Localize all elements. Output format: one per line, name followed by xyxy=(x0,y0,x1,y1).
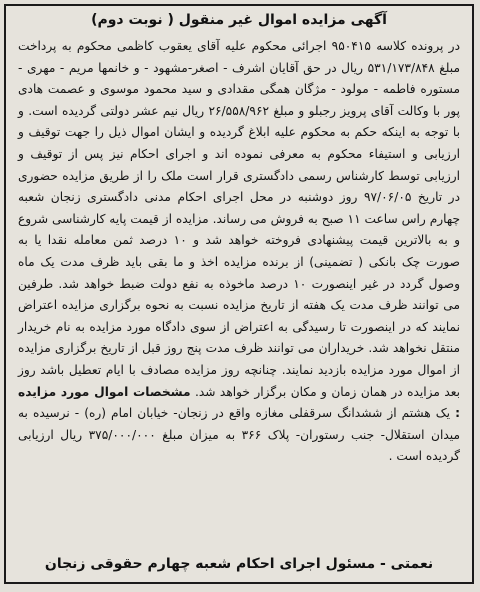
notice-frame xyxy=(4,4,474,584)
signature-line: نعمتی - مسئول اجرای احکام شعبه چهارم حقوقی زنجان xyxy=(44,556,434,572)
specs-label: مشخصات اموال مورد مزایده : xyxy=(18,384,460,421)
specs-text: یک هشتم از ششدانگ سرقفلی مغازه واقع در زنجان- خیابان امام (ره) - نرسیده به میدان استقلال- جنب رستوران- پلاک ۳۶۶ به میزان مبلغ ۳۷۵/۰۰۰/۰۰۰ ریال ارزیابی گردیده است . xyxy=(18,406,460,464)
main-paragraph: در پرونده کلاسه ۹۵۰۴۱۵ اجرائی محکوم علیه آقای یعقوب کاظمی محکوم به پرداخت مبلغ ۵۳۱/۱۷۳/۸۴۸ ریال در حق آقایان اشرف - اصغر-مشهود - و خانمها مریم - مهری - مستوره فاطمه - مولود - مژگان همگی مقدادی و سید محمود موسوی و عصمت هادی پور با وکالت آقای پرویز رجبلو و مبلغ ۲۶/۵۵۸/۹۶۲ ریال نیم عشر دولتی گردیده است. و با توجه به اینکه حکم به محکوم علیه ابلاغ گردیده و ایشان اموال ذیل را جهت توقیف و ارزیابی و استیفاء محکوم به معرفی نموده اند و اجرای احکام نیز پس از توقیف و ارزیابی توسط کارشناس رسمی دادگستری قرار است ملک را از طریق مزایده حضوری در تاریخ ۹۷/۰۶/۰۵ روز دوشنبه در محل اجرای احکام مدنی دادگستری زنجان شعبه چهارم راس ساعت ۱۱ صبح به فروش می رساند. مزایده از قیمت پایه کارشناسی شروع و به بالاترین قیمت پیشنهادی فروخته خواهد شد و ۱۰ درصد ثمن معامله نقدا یا به صورت چک بانکی ( تضمینی) از برنده مزایده اخذ و ما بقی باید ظرف مدت یک ماه وصول گردد در غیر اینصورت ۱۰ درصد ماخوذه به نفع دولت ضبط خواهد شد. طرفین می توانند ظرف مدت یک هفته از تاریخ مزایده نسبت به نحوه برگزاری مزایده اعتراض نمایند که در اینصورت تا رسیدگی به اعتراض از سوی دادگاه مورد مزایده به نام خریدار منتقل نخواهد شد. خریداران می توانند ظرف مدت پنج روز قبل از تاریخ برگزاری مزایده از اموال مورد مزایده بازدید نمایند. چنانچه روز مزایده مصادف با ایام تعطیل باشد روز بعد مزایده در همان زمان و مکان برگزار خواهد شد. xyxy=(18,39,461,399)
notice-body xyxy=(18,36,460,468)
notice-title: آگهی مزایده اموال غیر منقول ( نوبت دوم) xyxy=(91,12,387,28)
